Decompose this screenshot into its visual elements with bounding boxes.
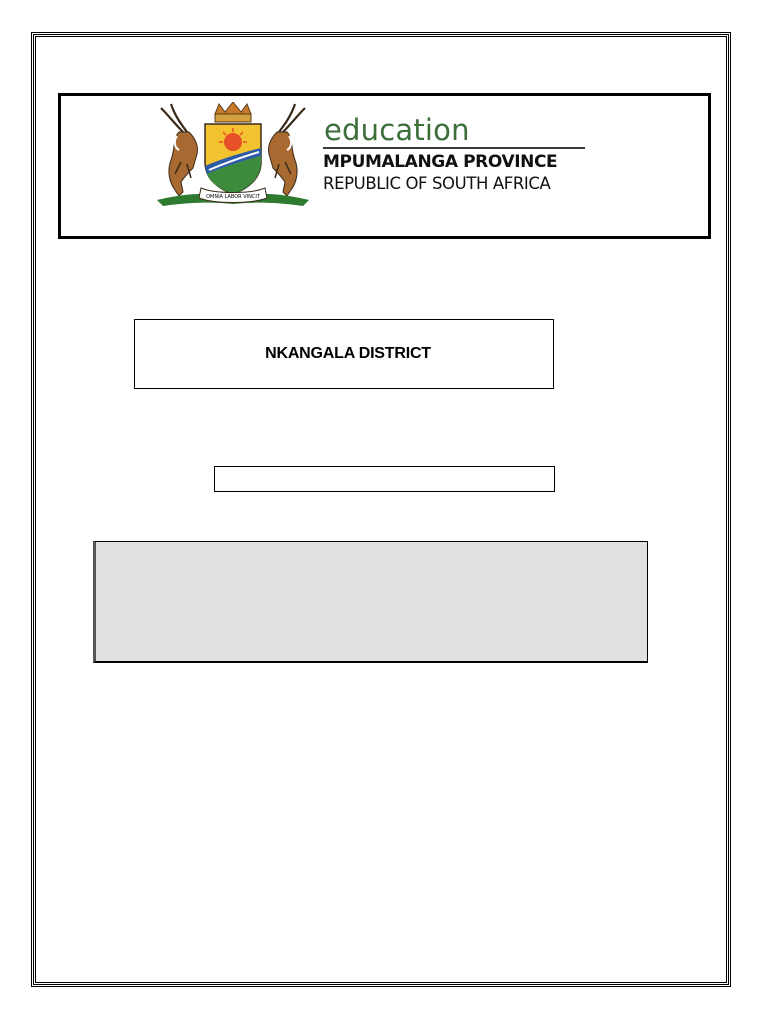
brand-block bbox=[323, 114, 613, 194]
svg-text:OMNIA LABOR VINCIT: OMNIA LABOR VINCIT bbox=[206, 194, 260, 200]
district-box bbox=[134, 319, 554, 389]
country-name: REPUBLIC OF SOUTH AFRICA bbox=[323, 174, 551, 193]
district-label: NKANGALA DISTRICT bbox=[265, 345, 431, 362]
brand-divider bbox=[323, 147, 585, 149]
province-name: MPUMALANGA PROVINCE bbox=[323, 152, 558, 172]
title-panel bbox=[93, 541, 648, 663]
header-banner bbox=[58, 93, 711, 239]
brand-word: education bbox=[324, 113, 470, 147]
subject-field-box bbox=[214, 466, 555, 492]
coat-of-arms-icon bbox=[153, 102, 313, 210]
